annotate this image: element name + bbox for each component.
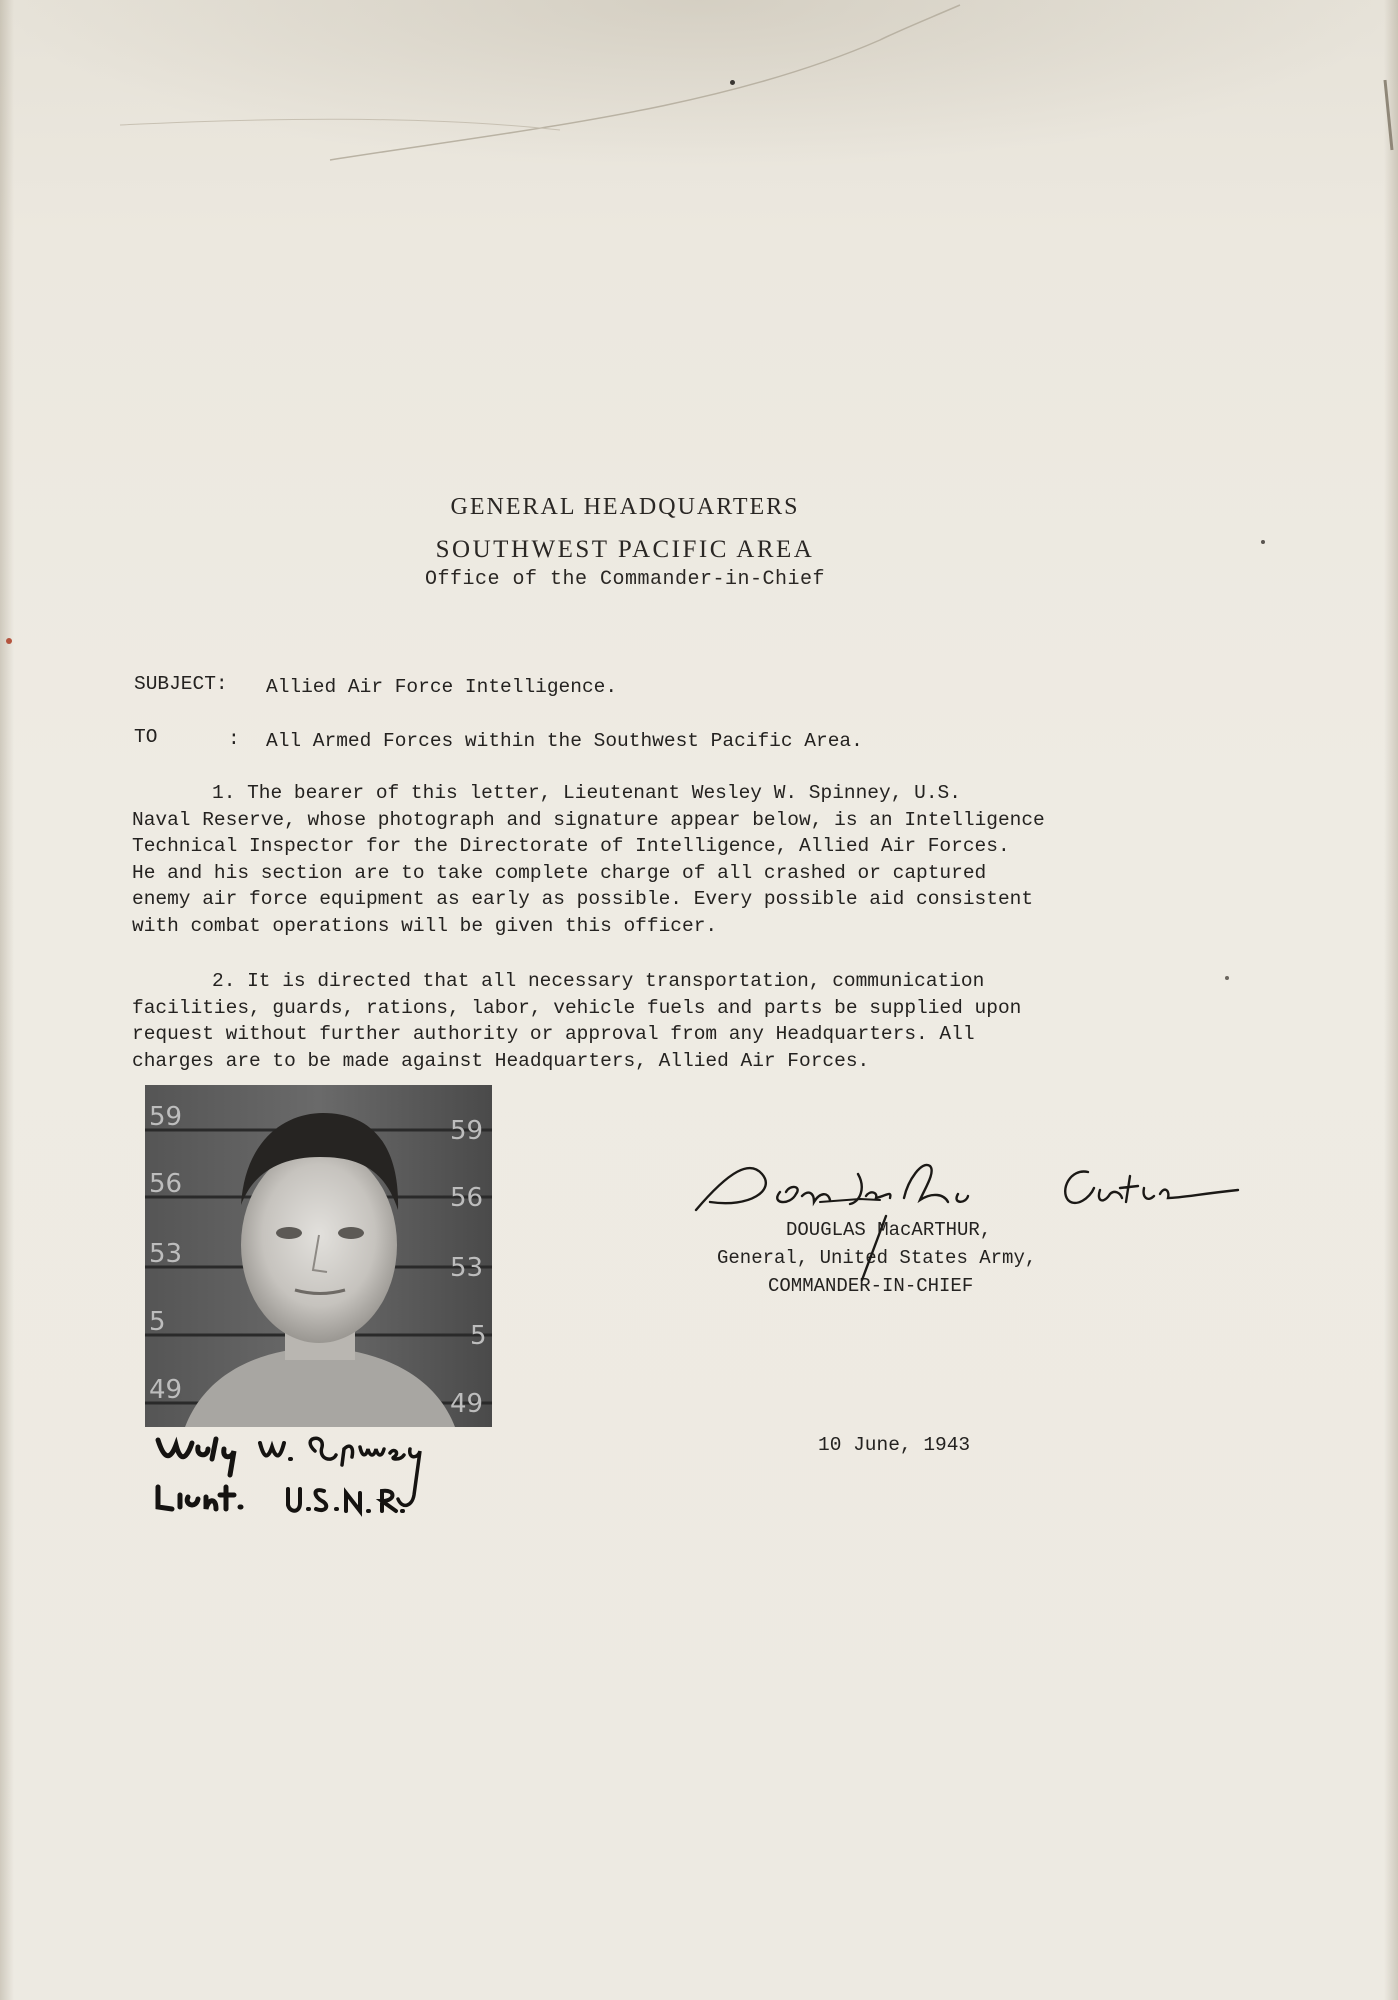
paragraph-2-line: charges are to be made against Headquarters, Allied Air Forces. [132, 1049, 870, 1072]
ruler-mark-left: 5 [149, 1307, 166, 1337]
to-colon: : [228, 728, 240, 750]
paper-edge-left [0, 0, 14, 2000]
to-text: All Armed Forces within the Southwest Pacific Area. [266, 730, 863, 752]
ruler-mark-left: 49 [149, 1375, 183, 1405]
ruler-mark-left: 59 [149, 1102, 183, 1132]
ink-speck [1261, 540, 1265, 544]
ruler-mark-left: 53 [149, 1239, 183, 1269]
paragraph-1-line: Technical Inspector for the Directorate of Intelligence, Allied Air Forces. [132, 835, 1010, 857]
ink-speck [6, 638, 12, 644]
ruler-mark-right: 59 [450, 1116, 484, 1146]
ruler-mark-left: 56 [149, 1169, 183, 1199]
paragraph-1-line: with combat operations will be given this officer. [132, 914, 718, 937]
ruler-mark-right: 53 [450, 1253, 484, 1283]
paragraph-1-line: Naval Reserve, whose photograph and signature appear below, is an Intelligence [132, 808, 1045, 831]
header-line1: GENERAL HEADQUARTERS [450, 494, 800, 520]
paragraph-1-line: 1. The bearer of this letter, Lieutenant Wesley W. Spinney, U.S. [212, 782, 961, 804]
paper-edge-right [1384, 0, 1398, 2000]
paragraph-2 [132, 968, 1172, 1074]
letter-date: 10 June, 1943 [818, 1434, 971, 1456]
paragraph-1-line: He and his section are to take complete charge of all crashed or captured [132, 861, 987, 884]
ink-speck [730, 80, 735, 85]
signatory-title: General, United States Army, [717, 1247, 1037, 1269]
ink-speck [1225, 976, 1229, 980]
subject-label: SUBJECT: [134, 673, 228, 695]
paragraph-2-line: request without further authority or approval from any Headquarters. All [132, 1023, 975, 1045]
to-label: TO [134, 726, 158, 748]
paragraph-1-line: enemy air force equipment as early as possible. Every possible aid consistent [132, 888, 1034, 910]
paragraph-2-line: 2. It is directed that all necessary transportation, communication [212, 970, 985, 992]
mugshot-image [145, 1085, 492, 1427]
paragraph-1 [132, 780, 1172, 939]
header-line2: SOUTHWEST PACIFIC AREA [435, 536, 815, 563]
bearer-signature [150, 1425, 510, 1525]
paper-crease [0, 0, 1398, 260]
ruler-mark-right: 56 [450, 1183, 484, 1213]
signature-stroke [852, 1212, 892, 1284]
macarthur-signature [690, 1150, 1250, 1220]
ruler-mark-right: 5 [470, 1321, 487, 1351]
signatory-name: DOUGLAS MacARTHUR, [786, 1219, 992, 1241]
paragraph-2-line: facilities, guards, rations, labor, vehicle fuels and parts be supplied upon [132, 996, 1022, 1019]
subject-text: Allied Air Force Intelligence. [266, 676, 618, 698]
signatory-role: COMMANDER-IN-CHIEF [768, 1275, 974, 1297]
ruler-mark-right: 49 [450, 1389, 484, 1419]
header-line3: Office of the Commander-in-Chief [424, 568, 826, 591]
bearer-photo [145, 1085, 492, 1427]
